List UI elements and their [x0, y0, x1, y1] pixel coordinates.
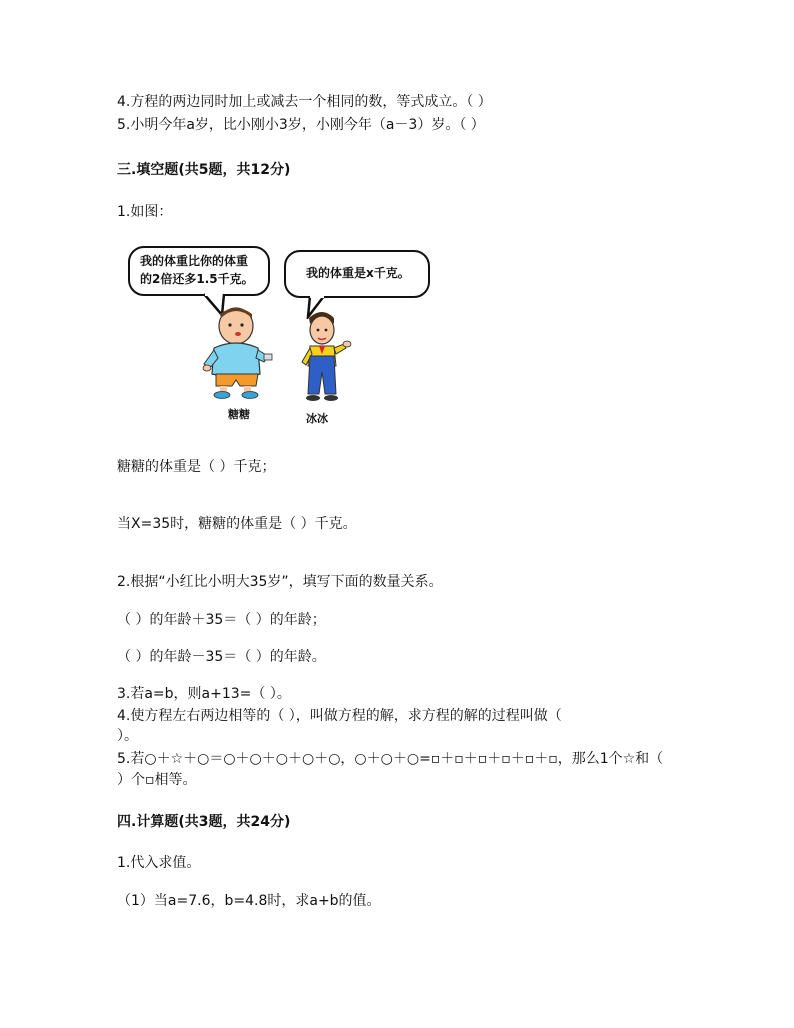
speech-bubble-bingbing — [284, 250, 430, 298]
bubble-text-line1: 我的体重比你的体重 — [140, 254, 249, 268]
judge-q5: 5.小明今年a岁，比小刚小3岁，小刚今年（a－3）岁。（ ） — [117, 117, 485, 133]
judge-q4: 4.方程的两边同时加上或减去一个相同的数，等式成立。（ ） — [117, 94, 492, 110]
section-4-heading: 四.计算题(共3题，共24分) — [117, 814, 291, 830]
speech-bubble-tangtang — [128, 246, 270, 296]
section-3-heading: 三.填空题(共5题，共12分) — [117, 162, 291, 178]
fill-q1-part2: 当X=35时，糖糖的体重是（ ）千克。 — [117, 516, 357, 532]
fill-q2-part2: （ ）的年龄－35＝（ ）的年龄。 — [117, 649, 326, 665]
calc-q1: 1.代入求值。 — [117, 855, 201, 871]
bingbing-cartoon-icon — [296, 310, 360, 406]
tangtang-cartoon-icon — [200, 304, 280, 400]
name-tangtang: 糖糖 — [228, 408, 250, 421]
fill-q1: 1.如图： — [117, 204, 173, 220]
fill-q1-part1: 糖糖的体重是（ ）千克； — [117, 459, 276, 475]
fill-q2: 2.根据“小红比小明大35岁”，填写下面的数量关系。 — [117, 574, 443, 590]
fill-q2-part1: （ ）的年龄＋35＝（ ）的年龄； — [117, 612, 326, 628]
bubble-text-line2: 的2倍还多1.5千克。 — [140, 272, 254, 286]
calc-q1-part1: （1）当a=7.6，b=4.8时，求a+b的值。 — [117, 893, 381, 909]
fill-q4-line2: ）。 — [117, 728, 138, 744]
name-bingbing: 冰冰 — [306, 412, 328, 425]
fill-q5-line2: ）个▫相等。 — [117, 772, 197, 788]
fill-q4-line1: 4.使方程左右两边相等的（ ），叫做方程的解，求方程的解的过程叫做（ — [117, 708, 562, 724]
fill-q3: 3.若a=b，则a+13=（ ）。 — [117, 686, 291, 702]
bubble-text-right: 我的体重是x千克。 — [306, 266, 410, 280]
weight-figure — [122, 238, 442, 428]
fill-q5-line1: 5.若○＋☆＋○＝○＋○＋○＋○＋○，○＋○＋○=▫＋▫＋▫＋▫＋▫＋▫，那么1个☆和（ — [117, 751, 664, 767]
